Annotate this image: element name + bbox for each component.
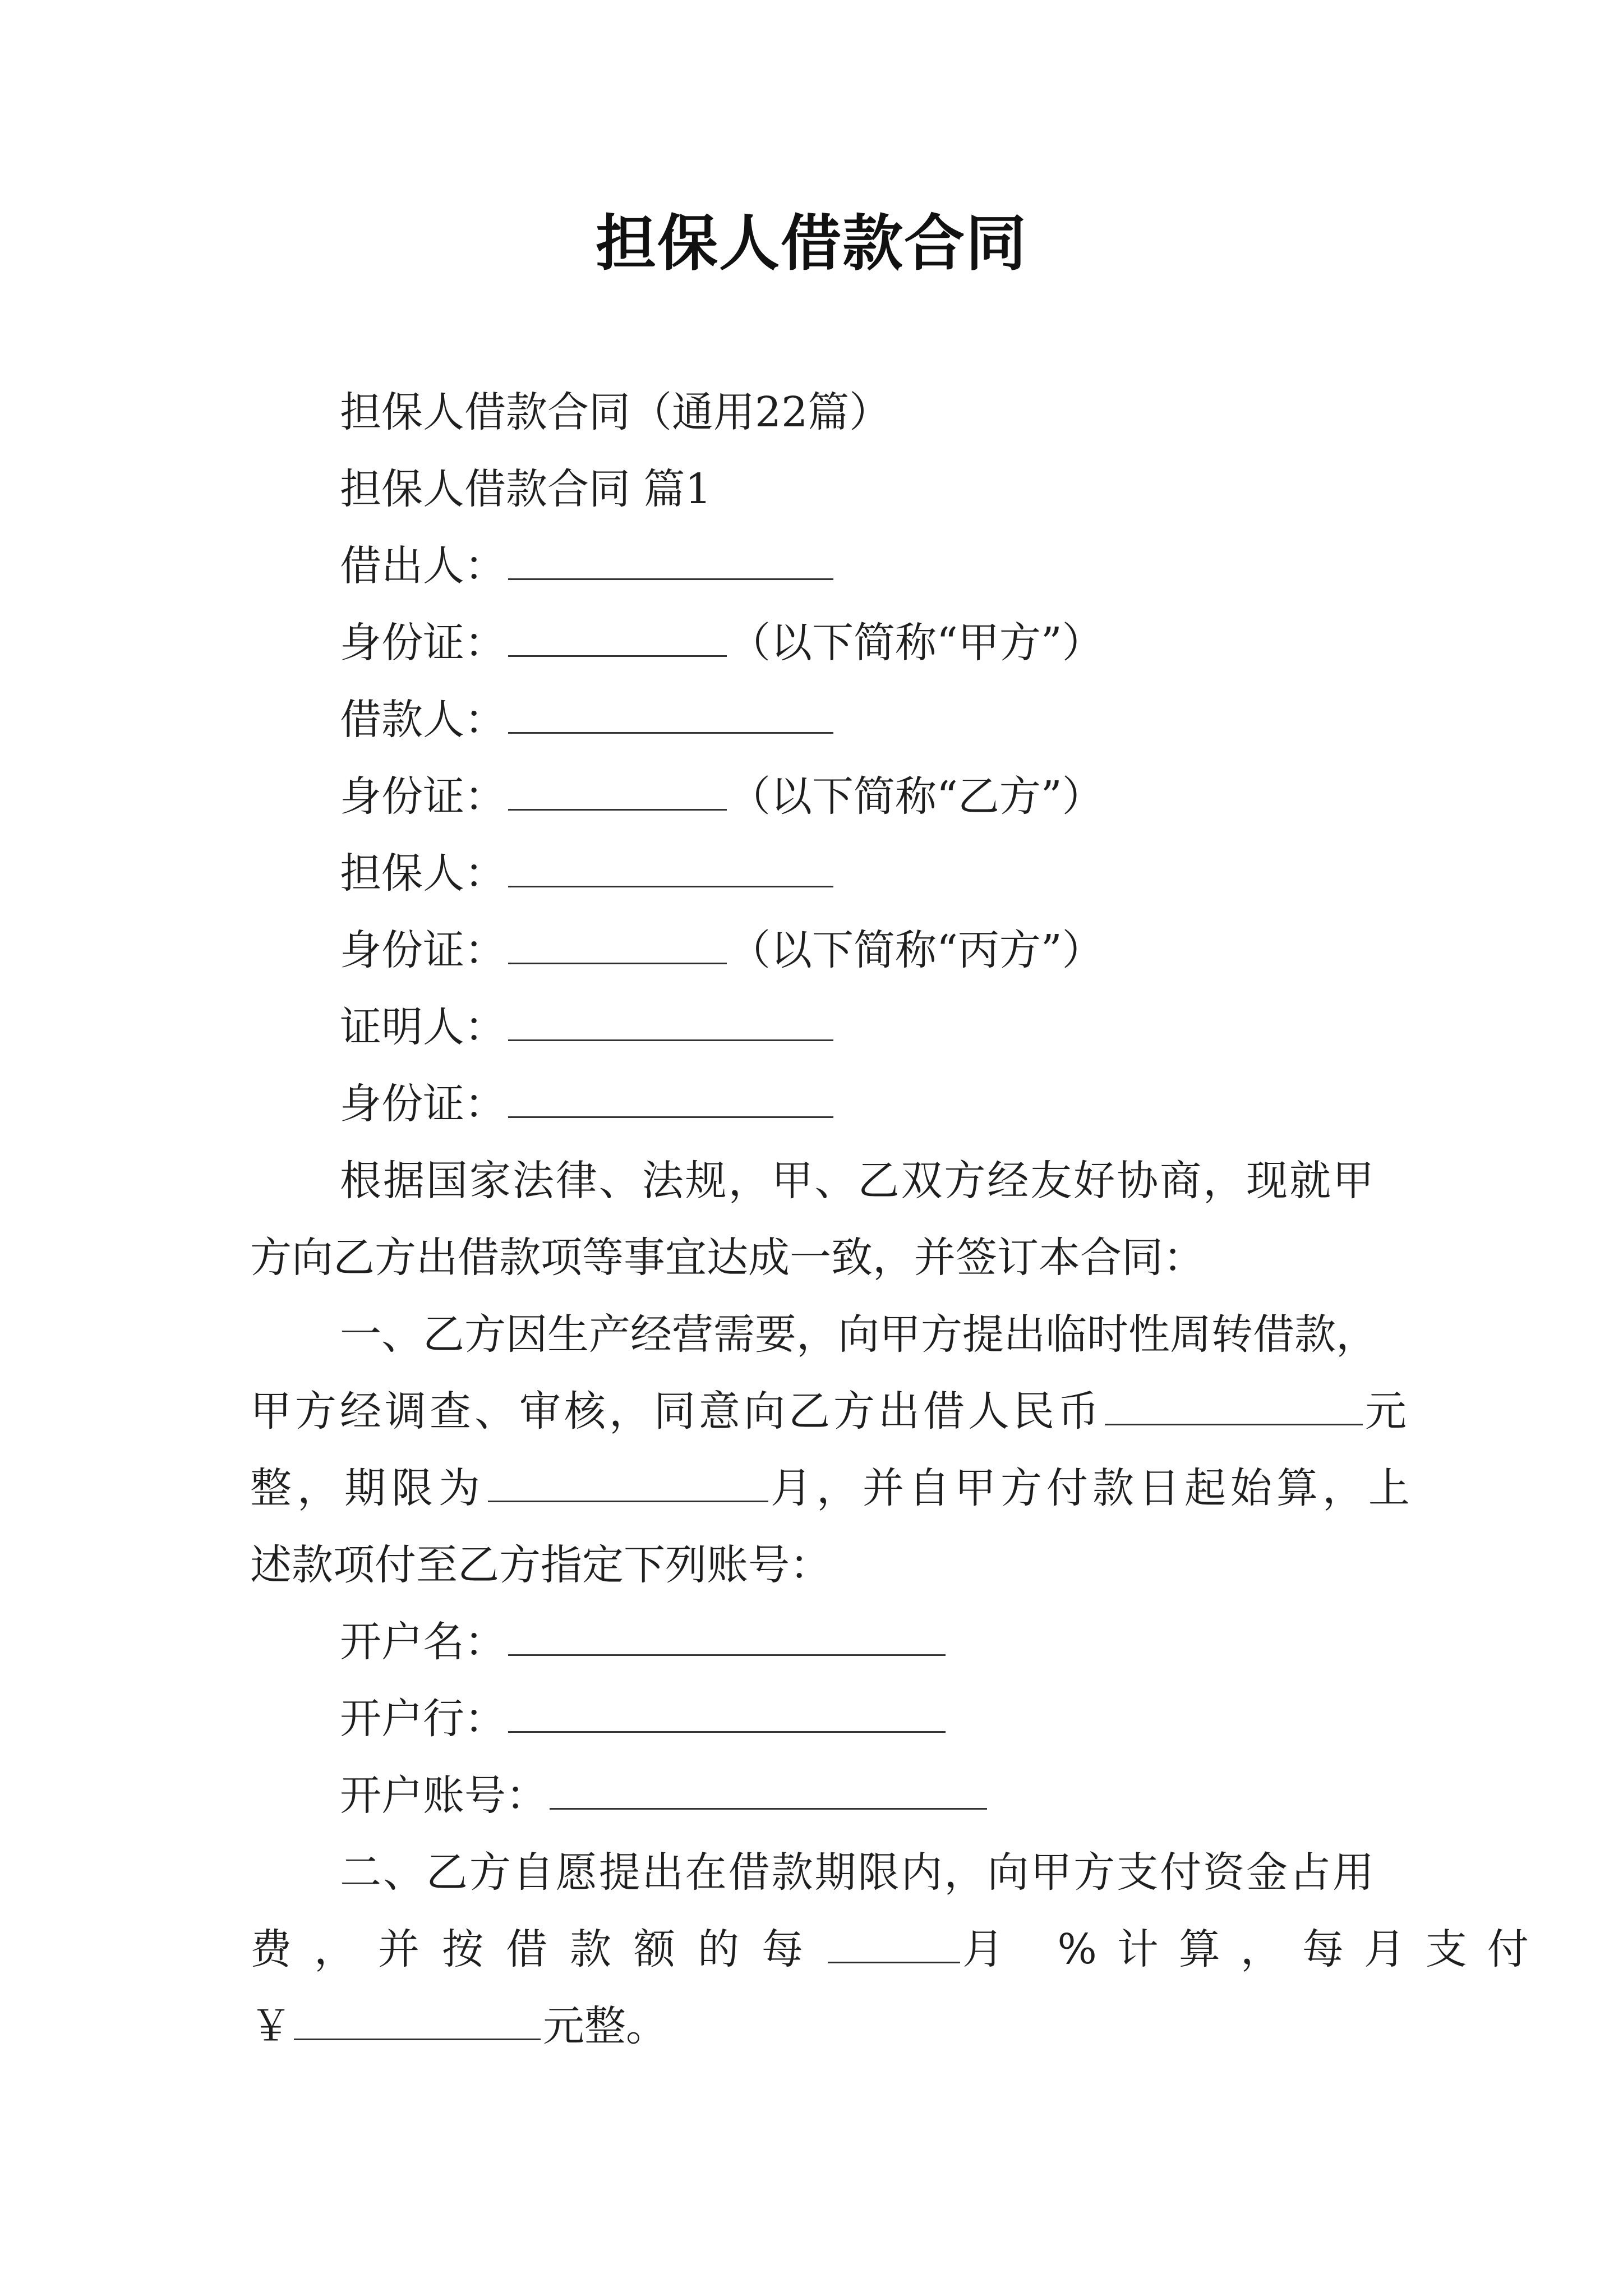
lender-alias: （以下简称“甲方”） <box>729 619 1104 667</box>
clause2-line-2 <box>250 1918 1549 1980</box>
borrower-alias: （以下简称“乙方”） <box>729 772 1104 821</box>
account-number-row <box>340 1765 989 1826</box>
clause2-line-1: 二、乙方自愿提出在借款期限内，向甲方支付资金占用 <box>340 1848 1374 1897</box>
guarantor-label: 担保人： <box>340 849 506 898</box>
rate-month-blank <box>828 1927 960 1963</box>
loan-amount-blank <box>1105 1389 1363 1425</box>
account-name-blank <box>508 1619 946 1656</box>
document-title: 担保人借款合同 <box>595 209 1027 279</box>
witness-id-blank <box>508 1082 833 1118</box>
monthly-payment-blank <box>294 2004 541 2040</box>
borrower-id-row <box>340 766 1104 827</box>
guarantor-row <box>340 843 836 904</box>
clause1-line-3-text-a: 整，期限为 <box>250 1464 486 1512</box>
account-bank-blank <box>508 1696 946 1733</box>
clause2-line-2-text-a: 费，并按借款额的每 <box>250 1925 826 1973</box>
account-name-label: 开户名： <box>340 1618 506 1666</box>
borrower-row <box>340 689 836 751</box>
guarantor-blank <box>508 851 833 887</box>
account-number-blank <box>550 1773 987 1810</box>
witness-label: 证明人： <box>340 1003 506 1051</box>
clause1-line-3 <box>250 1457 1414 1519</box>
lender-id-row <box>340 612 1104 674</box>
lender-blank <box>508 544 833 580</box>
intro-line-1: 根据国家法律、法规，甲、乙双方经友好协商，现就甲 <box>340 1157 1374 1205</box>
witness-row <box>340 996 836 1058</box>
section-heading: 担保人借款合同 篇1 <box>340 465 712 513</box>
guarantor-id-blank <box>508 928 727 964</box>
document-subtitle: 担保人借款合同（通用22篇） <box>340 388 891 436</box>
account-name-row <box>340 1611 948 1673</box>
guarantor-id-row <box>340 919 1104 981</box>
account-number-label: 开户账号： <box>340 1772 547 1820</box>
witness-blank <box>508 1005 833 1041</box>
guarantor-alias: （以下简称“丙方”） <box>729 926 1104 974</box>
borrower-blank <box>508 697 833 734</box>
account-bank-label: 开户行： <box>340 1695 506 1743</box>
lender-row <box>340 535 836 597</box>
guarantor-id-label: 身份证： <box>340 926 506 974</box>
borrower-id-blank <box>508 774 727 811</box>
witness-id-row <box>340 1073 836 1135</box>
clause1-line-3-text-b: 月，并自甲方付款日起始算，上 <box>771 1464 1414 1512</box>
borrower-label: 借款人： <box>340 696 506 744</box>
clause2-line-3 <box>250 1995 667 2057</box>
clause1-line-2-text: 甲方经调查、审核，同意向乙方出借人民币 <box>250 1387 1103 1435</box>
lender-label: 借出人： <box>340 542 506 590</box>
clause1-line-4: 述款项付至乙方指定下列账号： <box>250 1541 831 1589</box>
clause1-line-1: 一、乙方因生产经营需要，向甲方提出临时性周转借款， <box>340 1310 1377 1359</box>
clause1-line-2 <box>250 1381 1407 1442</box>
lender-id-label: 身份证： <box>340 619 506 667</box>
clause2-line-2-text-b: 月 %计算，每月支付 <box>962 1925 1549 1973</box>
currency-symbol: ￥ <box>250 2002 292 2050</box>
clause2-line-3-text: 元整。 <box>543 2002 667 2050</box>
loan-term-blank <box>488 1466 768 1502</box>
witness-id-label: 身份证： <box>340 1080 506 1128</box>
lender-id-blank <box>508 620 727 657</box>
borrower-id-label: 身份证： <box>340 772 506 821</box>
intro-line-2: 方向乙方出借款项等事宜达成一致，并签订本合同： <box>250 1234 1205 1282</box>
clause1-yuan: 元 <box>1365 1387 1407 1435</box>
account-bank-row <box>340 1688 948 1750</box>
